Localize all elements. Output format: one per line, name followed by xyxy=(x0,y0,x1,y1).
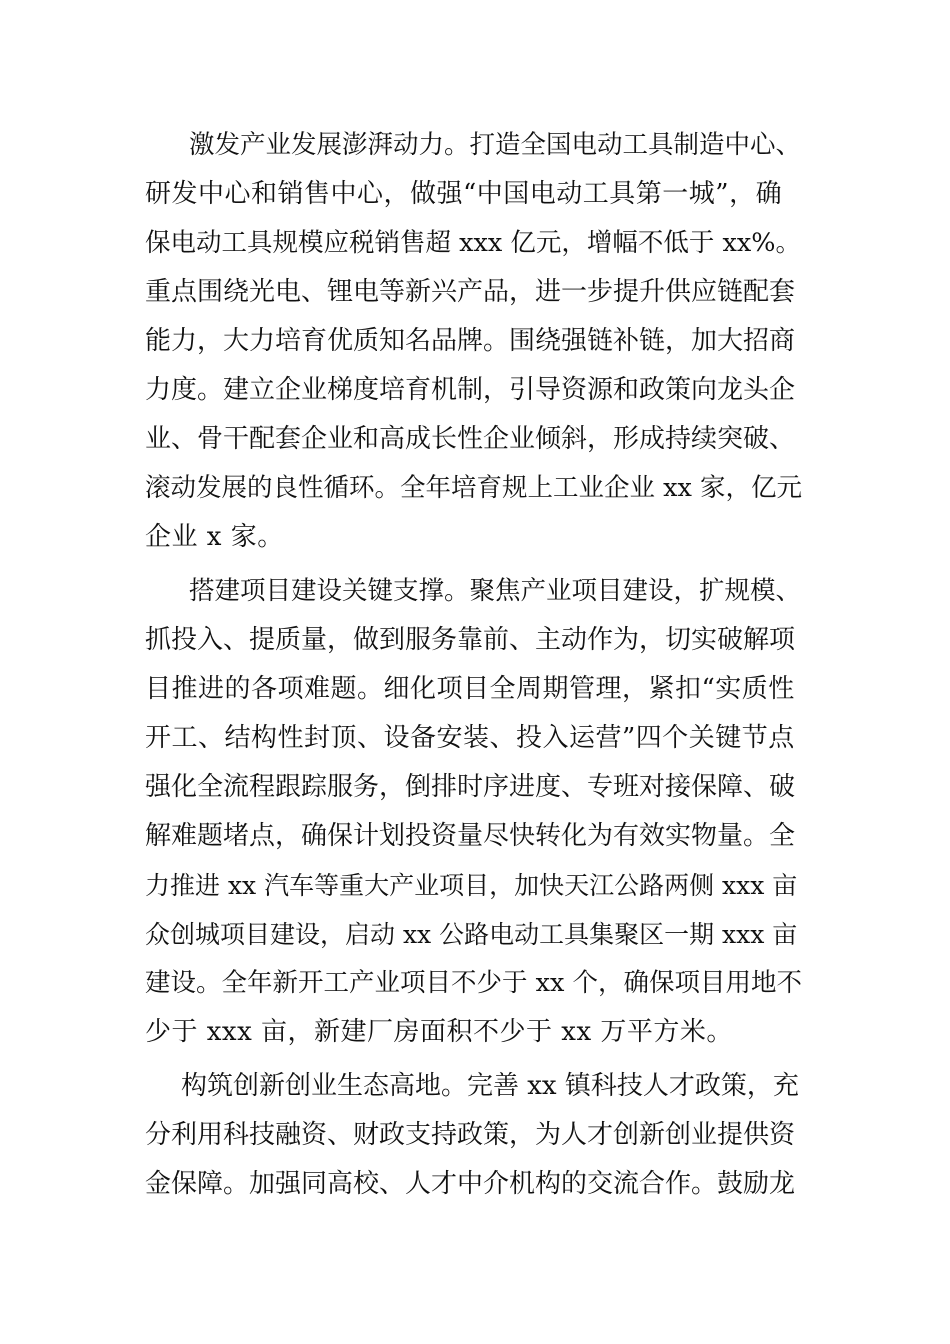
document-body xyxy=(145,121,807,1214)
paragraph-industry-development xyxy=(145,121,807,562)
paragraph-project-construction xyxy=(145,567,807,1057)
text-line: 业、骨干配套企业和高成长性企业倾斜，形成持续突破、 xyxy=(145,424,796,454)
text-line: 分利用科技融资、财政支持政策，为人才创新创业提供资 xyxy=(145,1120,796,1150)
text-line: 滚动发展的良性循环。全年培育规上工业企业 xx 家，亿元 xyxy=(145,473,802,503)
text-line: 少于 xxx 亩，新建厂房面积不少于 xx 万平方米。 xyxy=(145,1017,733,1047)
text-line: 力推进 xx 汽车等重大产业项目，加快天江公路两侧 xxx 亩 xyxy=(145,871,798,900)
paragraph-innovation-ecosystem xyxy=(145,1062,807,1209)
text-line: 建设。全年新开工产业项目不少于 xx 个，确保项目用地不 xyxy=(145,968,802,998)
text-line: 众创城项目建设，启动 xx 公路电动工具集聚区一期 xxx 亩 xyxy=(145,920,798,949)
text-line: 强化全流程跟踪服务，倒排时序进度、专班对接保障、破 xyxy=(145,772,796,802)
text-line: 激发产业发展澎湃动力。打造全国电动工具制造中心、 xyxy=(189,130,802,160)
text-line: 保电动工具规模应税销售超 xxx 亿元，增幅不低于 xx%。 xyxy=(145,228,801,258)
text-line: 搭建项目建设关键支撑。聚焦产业项目建设，扩规模、 xyxy=(189,576,802,606)
text-line: 能力，大力培育优质知名品牌。围绕强链补链，加大招商 xyxy=(145,326,796,356)
text-line: 企业 x 家。 xyxy=(145,522,284,552)
text-line: 构筑创新创业生态高地。完善 xx 镇科技人才政策，充 xyxy=(181,1071,799,1101)
text-line: 抓投入、提质量，做到服务靠前、主动作为，切实破解项 xyxy=(145,625,796,655)
text-line: 目推进的各项难题。细化项目全周期管理，紧扣“实质性 xyxy=(145,674,795,704)
text-line: 力度。建立企业梯度培育机制，引导资源和政策向龙头企 xyxy=(145,375,796,405)
text-line: 开工、结构性封顶、设备安装、投入运营”四个关键节点 xyxy=(145,723,795,753)
text-line: 金保障。加强同高校、人才中介机构的交流合作。鼓励龙 xyxy=(145,1169,796,1199)
text-line: 解难题堵点，确保计划投资量尽快转化为有效实物量。全 xyxy=(145,821,796,851)
text-line: 重点围绕光电、锂电等新兴产品，进一步提升供应链配套 xyxy=(145,277,796,307)
text-line: 研发中心和销售中心，做强“中国电动工具第一城”，确 xyxy=(145,179,783,209)
